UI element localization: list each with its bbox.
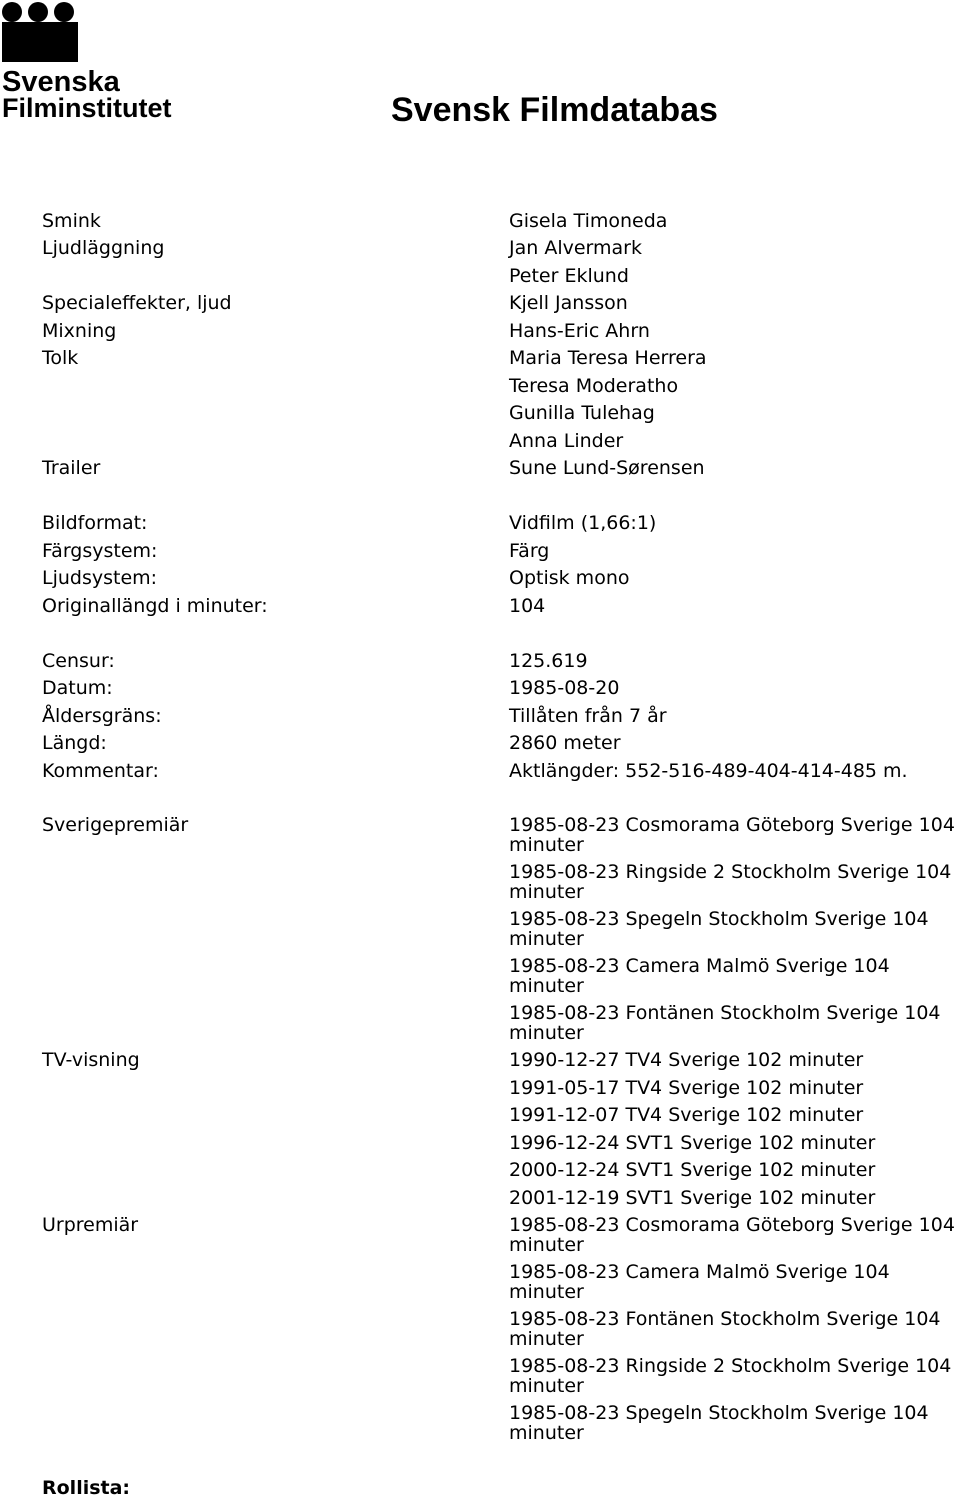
screening-entry: 1985-08-23 Camera Malmö Sverige 104 minuter (509, 955, 890, 997)
tv-visning-label: TV-visning (42, 1049, 140, 1071)
technical-label: Ljudsystem: (42, 567, 158, 589)
premiere-entry: 1985-08-23 Spegeln Stockholm Sverige 104 minuter (509, 1402, 929, 1444)
screening-entry: 1985-08-23 Fontänen Stockholm Sverige 104 minuter (509, 1002, 941, 1044)
crew-value: Gunilla Tulehag (509, 402, 655, 424)
logo-text-line1: Svenska (2, 66, 120, 98)
premiere-entry: 1985-08-23 Camera Malmö Sverige 104 minuter (509, 1261, 890, 1303)
technical-value: Färg (509, 540, 550, 562)
technical-label: Färgsystem: (42, 540, 158, 562)
urpremiar-label: Urpremiär (42, 1214, 139, 1236)
tv-screening-entry: 1991-05-17 TV4 Sverige 102 minuter (509, 1077, 864, 1099)
tv-screening-entry: 1996-12-24 SVT1 Sverige 102 minuter (509, 1132, 876, 1154)
sverigepremiar-label: Sverigepremiär (42, 814, 189, 836)
logo-text-line2: Filminstitutet (2, 93, 172, 123)
technical-value: Vidfilm (1,66:1) (509, 512, 657, 534)
screening-entry: 1985-08-23 Spegeln Stockholm Sverige 104 minuter (509, 908, 929, 950)
tv-screening-entry: 2000-12-24 SVT1 Sverige 102 minuter (509, 1159, 876, 1181)
screening-entry: 1985-08-23 Cosmorama Göteborg Sverige 104 minuter (509, 814, 955, 856)
crew-label: Specialeffekter, ljud (42, 292, 232, 314)
censorship-label: Längd: (42, 732, 107, 754)
crew-label: Smink (42, 210, 101, 232)
page-title: Svensk Filmdatabas (391, 91, 718, 129)
crew-value: Hans-Eric Ahrn (509, 320, 650, 342)
tv-screening-entry: 1990-12-27 TV4 Sverige 102 minuter (509, 1049, 864, 1071)
censorship-label: Kommentar: (42, 760, 159, 782)
censorship-label: Datum: (42, 677, 113, 699)
crew-value: Teresa Moderatho (509, 375, 679, 397)
tv-screening-entry: 2001-12-19 SVT1 Sverige 102 minuter (509, 1187, 876, 1209)
crew-value: Maria Teresa Herrera (509, 347, 707, 369)
censorship-value: 2860 meter (509, 732, 621, 754)
censorship-label: Åldersgräns: (42, 705, 162, 727)
crew-label: Trailer (42, 457, 101, 479)
crew-value: Gisela Timoneda (509, 210, 668, 232)
crew-value: Peter Eklund (509, 265, 629, 287)
crew-value: Jan Alvermark (509, 237, 642, 259)
crew-value: Kjell Jansson (509, 292, 628, 314)
crew-label: Mixning (42, 320, 117, 342)
tv-screening-entry: 1991-12-07 TV4 Sverige 102 minuter (509, 1104, 864, 1126)
rollista-heading: Rollista: (42, 1477, 131, 1499)
censorship-value: Aktlängder: 552-516-489-404-414-485 m. (509, 760, 908, 782)
crew-label: Ljudläggning (42, 237, 165, 259)
technical-label: Originallängd i minuter: (42, 595, 268, 617)
crew-value: Anna Linder (509, 430, 624, 452)
logo-block-icon (2, 22, 78, 62)
crew-label: Tolk (42, 347, 79, 369)
technical-value: 104 (509, 595, 546, 617)
svenska-filminstitutet-logo (2, 2, 202, 126)
crew-value: Sune Lund-Sørensen (509, 457, 705, 479)
premiere-entry: 1985-08-23 Fontänen Stockholm Sverige 104 minuter (509, 1308, 941, 1350)
censorship-label: Censur: (42, 650, 115, 672)
technical-value: Optisk mono (509, 567, 630, 589)
censorship-value: 125.619 (509, 650, 588, 672)
censorship-value: Tillåten från 7 år (509, 705, 667, 727)
censorship-value: 1985-08-20 (509, 677, 620, 699)
technical-label: Bildformat: (42, 512, 148, 534)
screening-entry: 1985-08-23 Ringside 2 Stockholm Sverige 104 minuter (509, 861, 952, 903)
premiere-entry: 1985-08-23 Cosmorama Göteborg Sverige 104 minuter (509, 1214, 955, 1256)
premiere-entry: 1985-08-23 Ringside 2 Stockholm Sverige 104 minuter (509, 1355, 952, 1397)
